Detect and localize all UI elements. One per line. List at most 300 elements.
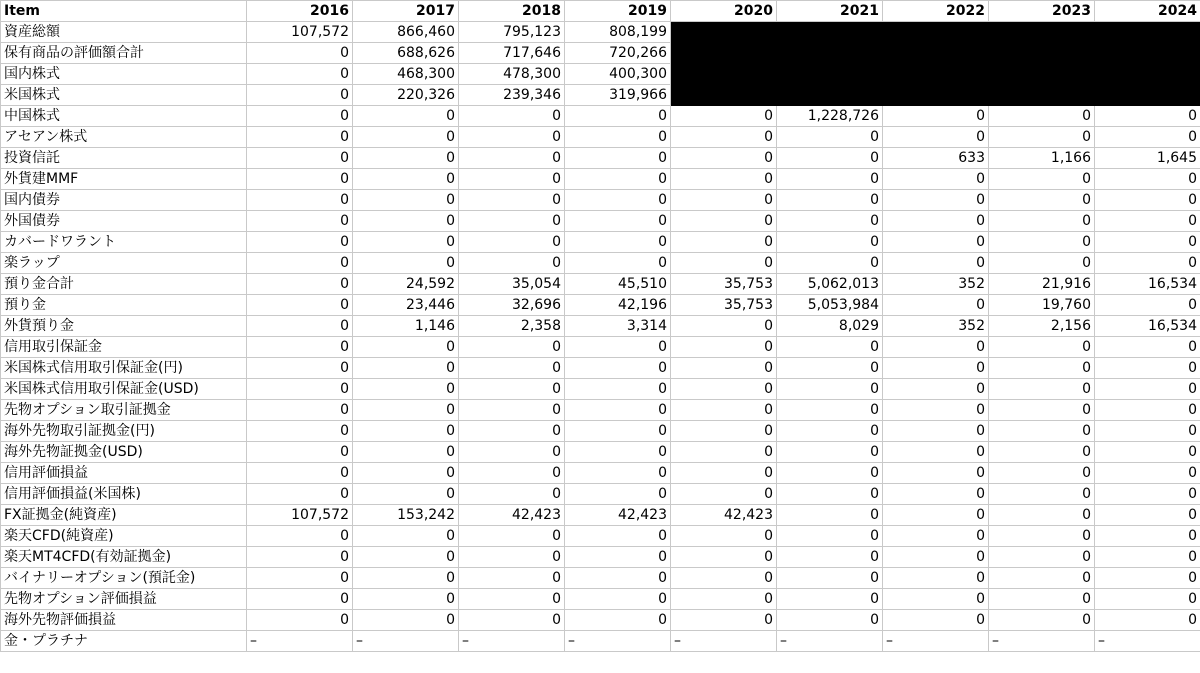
row-label-cell[interactable]: 国内債券 [1, 190, 247, 211]
row-label-cell[interactable]: 信用評価損益 [1, 463, 247, 484]
value-cell[interactable]: 0 [459, 484, 565, 505]
value-cell[interactable]: 0 [989, 211, 1095, 232]
value-cell[interactable]: 0 [883, 253, 989, 274]
value-cell[interactable]: 0 [1095, 379, 1200, 400]
value-cell[interactable]: 0 [989, 400, 1095, 421]
row-label-cell[interactable]: 預り金合計 [1, 274, 247, 295]
value-cell[interactable]: 0 [353, 106, 459, 127]
redacted-cell[interactable] [777, 43, 883, 64]
value-cell[interactable]: 0 [989, 127, 1095, 148]
value-cell[interactable]: 0 [565, 442, 671, 463]
value-cell[interactable]: 0 [353, 589, 459, 610]
row-label-cell[interactable]: 外国債券 [1, 211, 247, 232]
value-cell[interactable]: 0 [565, 148, 671, 169]
value-cell[interactable]: 0 [777, 547, 883, 568]
value-cell[interactable]: 0 [883, 568, 989, 589]
row-label-cell[interactable]: 米国株式信用取引保証金(USD) [1, 379, 247, 400]
value-cell[interactable]: 0 [989, 190, 1095, 211]
value-cell[interactable]: 0 [883, 169, 989, 190]
value-cell[interactable]: 0 [1095, 400, 1200, 421]
redacted-cell[interactable] [989, 64, 1095, 85]
value-cell[interactable]: – [353, 631, 459, 652]
value-cell[interactable]: 0 [247, 232, 353, 253]
value-cell[interactable]: 0 [353, 547, 459, 568]
value-cell[interactable]: 2,358 [459, 316, 565, 337]
row-label-cell[interactable]: 先物オプション取引証拠金 [1, 400, 247, 421]
row-label-cell[interactable]: 投資信託 [1, 148, 247, 169]
value-cell[interactable]: 0 [671, 526, 777, 547]
value-cell[interactable]: 0 [459, 127, 565, 148]
value-cell[interactable]: 0 [353, 127, 459, 148]
value-cell[interactable]: 0 [671, 484, 777, 505]
row-label-cell[interactable]: 楽ラップ [1, 253, 247, 274]
value-cell[interactable]: 0 [1095, 568, 1200, 589]
value-cell[interactable]: 319,966 [565, 85, 671, 106]
value-cell[interactable]: 0 [1095, 442, 1200, 463]
value-cell[interactable]: 0 [353, 442, 459, 463]
value-cell[interactable]: 0 [883, 106, 989, 127]
value-cell[interactable]: 0 [565, 547, 671, 568]
value-cell[interactable]: 0 [671, 568, 777, 589]
redacted-cell[interactable] [989, 85, 1095, 106]
redacted-cell[interactable] [671, 64, 777, 85]
value-cell[interactable]: 0 [247, 64, 353, 85]
value-cell[interactable]: 1,166 [989, 148, 1095, 169]
value-cell[interactable]: 400,300 [565, 64, 671, 85]
value-cell[interactable]: 2,156 [989, 316, 1095, 337]
value-cell[interactable]: 107,572 [247, 22, 353, 43]
value-cell[interactable]: 0 [353, 232, 459, 253]
value-cell[interactable]: 0 [671, 421, 777, 442]
value-cell[interactable]: 0 [1095, 358, 1200, 379]
value-cell[interactable]: 0 [671, 253, 777, 274]
value-cell[interactable]: 352 [883, 316, 989, 337]
value-cell[interactable]: 0 [247, 589, 353, 610]
value-cell[interactable]: 0 [247, 358, 353, 379]
value-cell[interactable]: 0 [353, 610, 459, 631]
value-cell[interactable]: 0 [247, 274, 353, 295]
value-cell[interactable]: 220,326 [353, 85, 459, 106]
value-cell[interactable]: 0 [883, 547, 989, 568]
value-cell[interactable]: 0 [353, 337, 459, 358]
value-cell[interactable]: 0 [671, 211, 777, 232]
value-cell[interactable]: 633 [883, 148, 989, 169]
value-cell[interactable]: 0 [671, 610, 777, 631]
value-cell[interactable]: 0 [247, 85, 353, 106]
value-cell[interactable]: 0 [247, 337, 353, 358]
value-cell[interactable]: 0 [883, 379, 989, 400]
value-cell[interactable]: 0 [1095, 253, 1200, 274]
value-cell[interactable]: 0 [671, 106, 777, 127]
value-cell[interactable]: 0 [777, 127, 883, 148]
redacted-cell[interactable] [883, 22, 989, 43]
row-label-cell[interactable]: 米国株式 [1, 85, 247, 106]
value-cell[interactable]: 0 [353, 358, 459, 379]
value-cell[interactable]: 0 [883, 589, 989, 610]
value-cell[interactable]: 0 [459, 337, 565, 358]
value-cell[interactable]: 0 [459, 421, 565, 442]
row-label-cell[interactable]: 海外先物証拠金(USD) [1, 442, 247, 463]
value-cell[interactable]: 0 [777, 442, 883, 463]
value-cell[interactable]: 0 [353, 190, 459, 211]
value-cell[interactable]: 0 [671, 148, 777, 169]
value-cell[interactable]: 0 [777, 379, 883, 400]
value-cell[interactable]: – [247, 631, 353, 652]
value-cell[interactable]: 0 [1095, 169, 1200, 190]
redacted-cell[interactable] [777, 85, 883, 106]
value-cell[interactable]: 1,228,726 [777, 106, 883, 127]
redacted-cell[interactable] [1095, 22, 1200, 43]
value-cell[interactable]: 0 [989, 589, 1095, 610]
value-cell[interactable]: 0 [777, 253, 883, 274]
value-cell[interactable]: 0 [777, 421, 883, 442]
value-cell[interactable]: – [883, 631, 989, 652]
value-cell[interactable]: 0 [459, 211, 565, 232]
value-cell[interactable]: 0 [565, 190, 671, 211]
value-cell[interactable]: 0 [1095, 547, 1200, 568]
value-cell[interactable]: 0 [353, 421, 459, 442]
redacted-cell[interactable] [883, 64, 989, 85]
value-cell[interactable]: 45,510 [565, 274, 671, 295]
value-cell[interactable]: 0 [459, 463, 565, 484]
value-cell[interactable]: 0 [565, 526, 671, 547]
value-cell[interactable]: 0 [989, 106, 1095, 127]
value-cell[interactable]: 0 [1095, 610, 1200, 631]
value-cell[interactable]: 32,696 [459, 295, 565, 316]
value-cell[interactable]: – [671, 631, 777, 652]
value-cell[interactable]: 468,300 [353, 64, 459, 85]
value-cell[interactable]: 0 [671, 232, 777, 253]
row-label-cell[interactable]: 国内株式 [1, 64, 247, 85]
value-cell[interactable]: 0 [989, 169, 1095, 190]
value-cell[interactable]: 0 [353, 169, 459, 190]
value-cell[interactable]: 0 [777, 484, 883, 505]
value-cell[interactable]: 0 [989, 421, 1095, 442]
value-cell[interactable]: 0 [459, 106, 565, 127]
value-cell[interactable]: 0 [671, 442, 777, 463]
value-cell[interactable]: 0 [989, 337, 1095, 358]
value-cell[interactable]: 0 [671, 400, 777, 421]
value-cell[interactable]: 0 [777, 505, 883, 526]
redacted-cell[interactable] [1095, 64, 1200, 85]
value-cell[interactable]: 0 [883, 421, 989, 442]
value-cell[interactable]: 0 [1095, 211, 1200, 232]
value-cell[interactable]: 0 [883, 127, 989, 148]
value-cell[interactable]: 0 [247, 169, 353, 190]
row-label-cell[interactable]: 楽天CFD(純資産) [1, 526, 247, 547]
value-cell[interactable]: 0 [777, 526, 883, 547]
value-cell[interactable]: 0 [565, 400, 671, 421]
value-cell[interactable]: 0 [459, 400, 565, 421]
value-cell[interactable]: 0 [989, 610, 1095, 631]
value-cell[interactable]: 0 [353, 211, 459, 232]
value-cell[interactable]: 0 [459, 589, 565, 610]
value-cell[interactable]: – [989, 631, 1095, 652]
value-cell[interactable]: 0 [353, 148, 459, 169]
value-cell[interactable]: 0 [459, 568, 565, 589]
redacted-cell[interactable] [989, 22, 1095, 43]
value-cell[interactable]: 0 [671, 589, 777, 610]
value-cell[interactable]: 795,123 [459, 22, 565, 43]
row-label-cell[interactable]: 海外先物取引証拠金(円) [1, 421, 247, 442]
value-cell[interactable]: 0 [565, 127, 671, 148]
value-cell[interactable]: – [565, 631, 671, 652]
value-cell[interactable]: 0 [247, 568, 353, 589]
value-cell[interactable]: 0 [989, 232, 1095, 253]
value-cell[interactable]: 0 [247, 295, 353, 316]
redacted-cell[interactable] [883, 43, 989, 64]
row-label-cell[interactable]: 信用評価損益(米国株) [1, 484, 247, 505]
value-cell[interactable]: 0 [565, 253, 671, 274]
redacted-cell[interactable] [671, 22, 777, 43]
row-label-cell[interactable]: 楽天MT4CFD(有効証拠金) [1, 547, 247, 568]
value-cell[interactable]: 0 [459, 610, 565, 631]
value-cell[interactable]: 0 [565, 610, 671, 631]
value-cell[interactable]: 0 [353, 484, 459, 505]
column-header-year[interactable]: 2017 [353, 1, 459, 22]
value-cell[interactable]: 0 [671, 547, 777, 568]
value-cell[interactable]: 0 [777, 568, 883, 589]
value-cell[interactable]: 0 [671, 316, 777, 337]
value-cell[interactable]: 0 [459, 358, 565, 379]
value-cell[interactable]: 0 [671, 190, 777, 211]
redacted-cell[interactable] [883, 85, 989, 106]
value-cell[interactable]: 0 [989, 568, 1095, 589]
value-cell[interactable]: 0 [777, 232, 883, 253]
value-cell[interactable]: 0 [1095, 106, 1200, 127]
value-cell[interactable]: 5,053,984 [777, 295, 883, 316]
row-label-cell[interactable]: 外貨建MMF [1, 169, 247, 190]
column-header-year[interactable]: 2019 [565, 1, 671, 22]
value-cell[interactable]: 0 [459, 232, 565, 253]
value-cell[interactable]: 23,446 [353, 295, 459, 316]
value-cell[interactable]: 808,199 [565, 22, 671, 43]
value-cell[interactable]: 0 [459, 547, 565, 568]
value-cell[interactable]: 0 [883, 484, 989, 505]
value-cell[interactable]: 0 [565, 211, 671, 232]
value-cell[interactable]: 0 [671, 169, 777, 190]
value-cell[interactable]: 0 [459, 379, 565, 400]
value-cell[interactable]: 42,423 [459, 505, 565, 526]
value-cell[interactable]: 0 [247, 421, 353, 442]
value-cell[interactable]: 0 [883, 337, 989, 358]
value-cell[interactable]: 688,626 [353, 43, 459, 64]
value-cell[interactable]: 0 [353, 568, 459, 589]
value-cell[interactable]: 0 [247, 190, 353, 211]
value-cell[interactable]: 5,062,013 [777, 274, 883, 295]
redacted-cell[interactable] [777, 22, 883, 43]
value-cell[interactable]: 0 [1095, 421, 1200, 442]
row-label-cell[interactable]: 保有商品の評価額合計 [1, 43, 247, 64]
row-label-cell[interactable]: 金・プラチナ [1, 631, 247, 652]
value-cell[interactable]: 0 [883, 211, 989, 232]
value-cell[interactable]: 0 [353, 400, 459, 421]
value-cell[interactable]: 0 [1095, 127, 1200, 148]
value-cell[interactable]: 0 [565, 589, 671, 610]
value-cell[interactable]: 0 [247, 253, 353, 274]
value-cell[interactable]: 0 [671, 358, 777, 379]
value-cell[interactable]: 0 [883, 442, 989, 463]
value-cell[interactable]: 0 [989, 442, 1095, 463]
value-cell[interactable]: 0 [777, 337, 883, 358]
value-cell[interactable]: 0 [883, 190, 989, 211]
value-cell[interactable]: 0 [671, 127, 777, 148]
value-cell[interactable]: 0 [777, 190, 883, 211]
value-cell[interactable]: 0 [883, 358, 989, 379]
value-cell[interactable]: 239,346 [459, 85, 565, 106]
row-label-cell[interactable]: FX証拠金(純資産) [1, 505, 247, 526]
value-cell[interactable]: 0 [1095, 190, 1200, 211]
value-cell[interactable]: 0 [459, 442, 565, 463]
value-cell[interactable]: – [459, 631, 565, 652]
value-cell[interactable]: 24,592 [353, 274, 459, 295]
column-header-year[interactable]: 2024 [1095, 1, 1200, 22]
value-cell[interactable]: 0 [883, 232, 989, 253]
value-cell[interactable]: 0 [565, 169, 671, 190]
value-cell[interactable]: 0 [1095, 463, 1200, 484]
value-cell[interactable]: 153,242 [353, 505, 459, 526]
row-label-cell[interactable]: 預り金 [1, 295, 247, 316]
value-cell[interactable]: 0 [459, 526, 565, 547]
row-label-cell[interactable]: 資産総額 [1, 22, 247, 43]
value-cell[interactable]: 21,916 [989, 274, 1095, 295]
value-cell[interactable]: 0 [247, 442, 353, 463]
value-cell[interactable]: 352 [883, 274, 989, 295]
value-cell[interactable]: 0 [671, 463, 777, 484]
value-cell[interactable]: 42,423 [565, 505, 671, 526]
value-cell[interactable]: 35,753 [671, 295, 777, 316]
value-cell[interactable]: 0 [1095, 337, 1200, 358]
value-cell[interactable]: 0 [565, 568, 671, 589]
value-cell[interactable]: 0 [247, 547, 353, 568]
row-label-cell[interactable]: カバードワラント [1, 232, 247, 253]
value-cell[interactable]: 0 [1095, 589, 1200, 610]
value-cell[interactable]: 1,146 [353, 316, 459, 337]
value-cell[interactable]: 0 [247, 610, 353, 631]
value-cell[interactable]: 717,646 [459, 43, 565, 64]
value-cell[interactable]: 0 [565, 106, 671, 127]
value-cell[interactable]: 0 [565, 358, 671, 379]
value-cell[interactable]: 0 [565, 421, 671, 442]
value-cell[interactable]: 0 [989, 463, 1095, 484]
value-cell[interactable]: 35,753 [671, 274, 777, 295]
value-cell[interactable]: 0 [883, 526, 989, 547]
value-cell[interactable]: 0 [565, 232, 671, 253]
value-cell[interactable]: 16,534 [1095, 316, 1200, 337]
redacted-cell[interactable] [1095, 85, 1200, 106]
row-label-cell[interactable]: 先物オプション評価損益 [1, 589, 247, 610]
value-cell[interactable]: 0 [989, 547, 1095, 568]
value-cell[interactable]: 0 [247, 526, 353, 547]
value-cell[interactable]: 0 [459, 169, 565, 190]
value-cell[interactable]: 0 [1095, 505, 1200, 526]
value-cell[interactable]: 0 [1095, 484, 1200, 505]
value-cell[interactable]: 0 [883, 400, 989, 421]
value-cell[interactable]: 0 [989, 505, 1095, 526]
value-cell[interactable]: 0 [459, 148, 565, 169]
value-cell[interactable]: 0 [883, 295, 989, 316]
column-header-year[interactable]: 2022 [883, 1, 989, 22]
value-cell[interactable]: 0 [353, 253, 459, 274]
value-cell[interactable]: 0 [247, 316, 353, 337]
value-cell[interactable]: 0 [777, 610, 883, 631]
value-cell[interactable]: 0 [671, 337, 777, 358]
value-cell[interactable]: 0 [989, 253, 1095, 274]
value-cell[interactable]: 0 [777, 589, 883, 610]
value-cell[interactable]: 0 [565, 463, 671, 484]
row-label-cell[interactable]: 信用取引保証金 [1, 337, 247, 358]
value-cell[interactable]: 478,300 [459, 64, 565, 85]
value-cell[interactable]: 0 [777, 463, 883, 484]
value-cell[interactable]: – [777, 631, 883, 652]
value-cell[interactable]: 0 [459, 190, 565, 211]
value-cell[interactable]: 0 [883, 463, 989, 484]
row-label-cell[interactable]: バイナリーオプション(預託金) [1, 568, 247, 589]
value-cell[interactable]: 42,423 [671, 505, 777, 526]
value-cell[interactable]: 0 [565, 379, 671, 400]
row-label-cell[interactable]: アセアン株式 [1, 127, 247, 148]
value-cell[interactable]: 8,029 [777, 316, 883, 337]
column-header-year[interactable]: 2023 [989, 1, 1095, 22]
value-cell[interactable]: 0 [565, 484, 671, 505]
value-cell[interactable]: 0 [353, 463, 459, 484]
value-cell[interactable]: 0 [1095, 295, 1200, 316]
redacted-cell[interactable] [989, 43, 1095, 64]
value-cell[interactable]: 1,645 [1095, 148, 1200, 169]
value-cell[interactable]: 0 [247, 379, 353, 400]
value-cell[interactable]: 0 [989, 484, 1095, 505]
value-cell[interactable]: 0 [989, 526, 1095, 547]
value-cell[interactable]: 0 [247, 106, 353, 127]
row-label-cell[interactable]: 外貨預り金 [1, 316, 247, 337]
value-cell[interactable]: 16,534 [1095, 274, 1200, 295]
redacted-cell[interactable] [1095, 43, 1200, 64]
value-cell[interactable]: 0 [777, 211, 883, 232]
redacted-cell[interactable] [777, 64, 883, 85]
value-cell[interactable]: 0 [777, 400, 883, 421]
value-cell[interactable]: 0 [671, 379, 777, 400]
value-cell[interactable]: 0 [883, 610, 989, 631]
value-cell[interactable]: 0 [247, 463, 353, 484]
value-cell[interactable]: 3,314 [565, 316, 671, 337]
redacted-cell[interactable] [671, 43, 777, 64]
value-cell[interactable]: 19,760 [989, 295, 1095, 316]
value-cell[interactable]: 107,572 [247, 505, 353, 526]
redacted-cell[interactable] [671, 85, 777, 106]
value-cell[interactable]: 0 [247, 148, 353, 169]
value-cell[interactable]: 720,266 [565, 43, 671, 64]
value-cell[interactable]: 42,196 [565, 295, 671, 316]
column-header-year[interactable]: 2020 [671, 1, 777, 22]
value-cell[interactable]: 0 [247, 127, 353, 148]
value-cell[interactable]: 866,460 [353, 22, 459, 43]
value-cell[interactable]: 0 [247, 211, 353, 232]
value-cell[interactable]: 0 [777, 148, 883, 169]
column-header-year[interactable]: 2018 [459, 1, 565, 22]
value-cell[interactable]: 0 [353, 379, 459, 400]
value-cell[interactable]: 0 [883, 505, 989, 526]
value-cell[interactable]: 0 [247, 400, 353, 421]
column-header-item[interactable]: Item [1, 1, 247, 22]
value-cell[interactable]: 35,054 [459, 274, 565, 295]
value-cell[interactable]: 0 [1095, 526, 1200, 547]
value-cell[interactable]: 0 [353, 526, 459, 547]
value-cell[interactable]: 0 [989, 358, 1095, 379]
row-label-cell[interactable]: 中国株式 [1, 106, 247, 127]
value-cell[interactable]: 0 [1095, 232, 1200, 253]
value-cell[interactable]: – [1095, 631, 1200, 652]
column-header-year[interactable]: 2016 [247, 1, 353, 22]
